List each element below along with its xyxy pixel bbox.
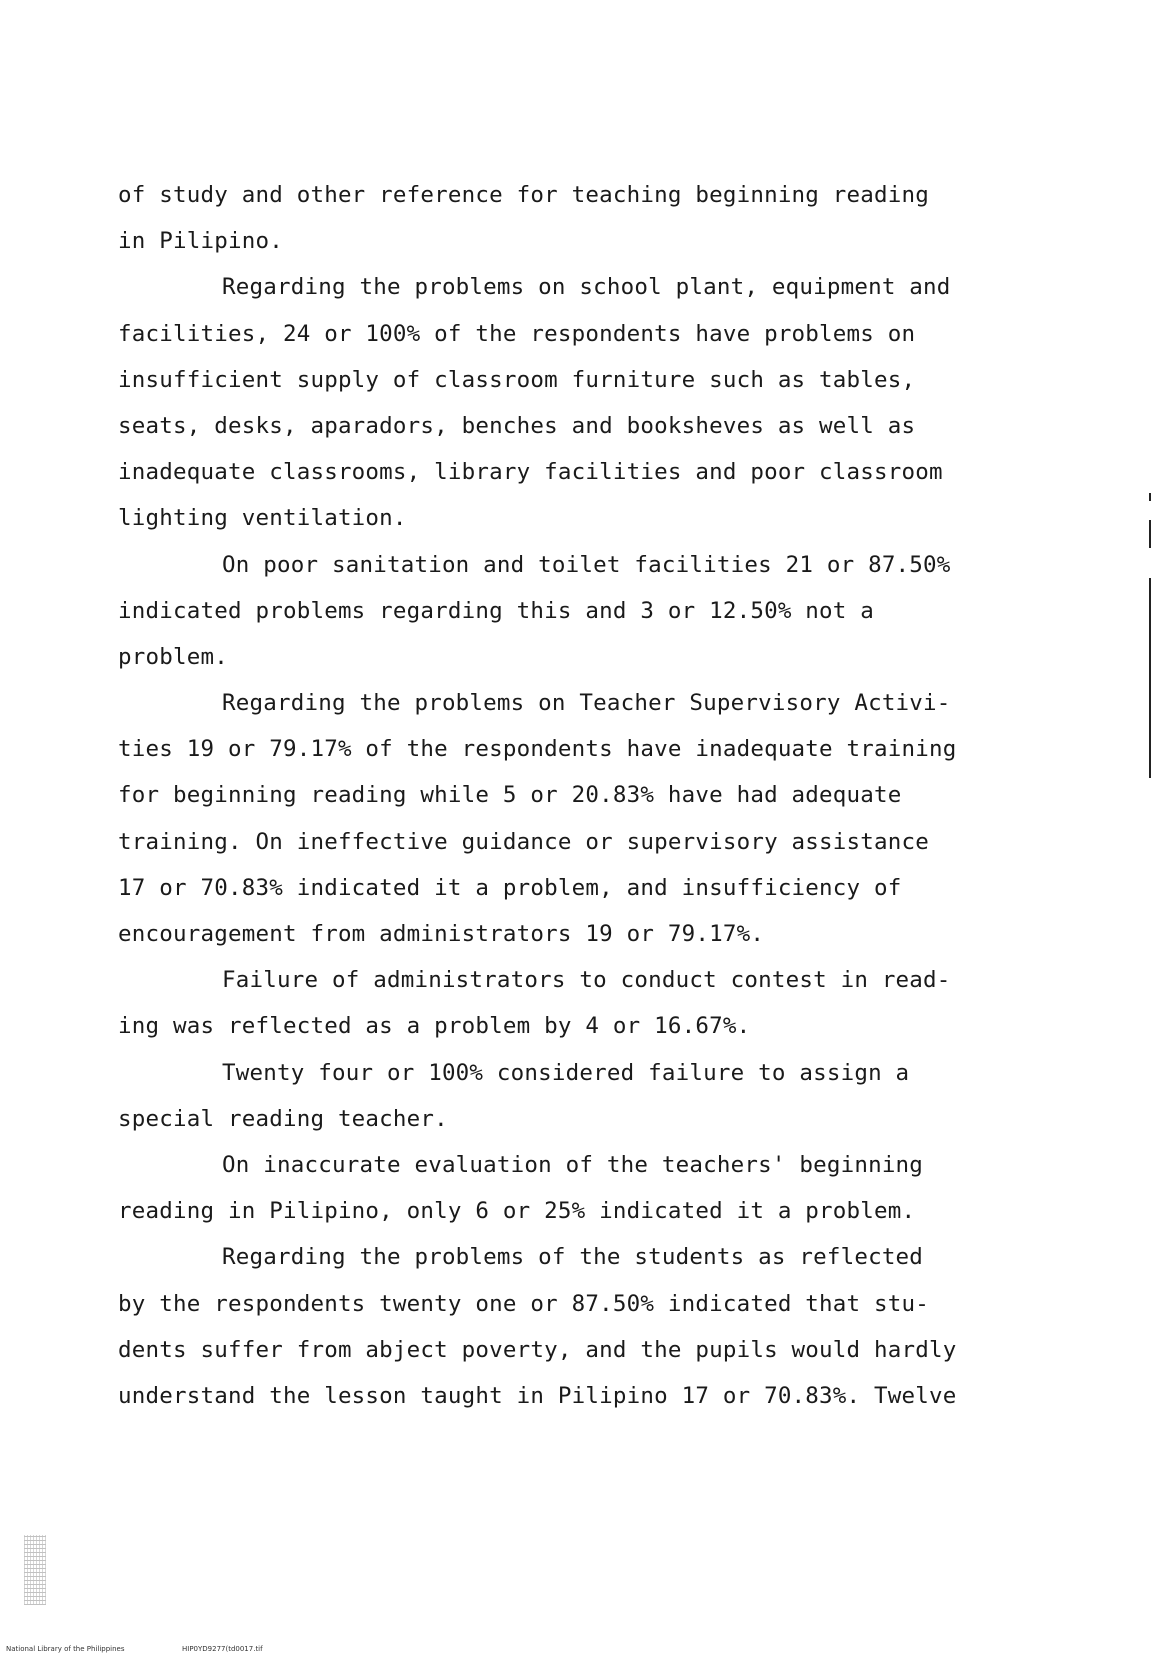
text-line: 17 or 70.83% indicated it a problem, and insufficiency of [118,874,902,901]
paragraph-first-line: Twenty four or 100% considered failure to assign a [222,1059,910,1086]
text-line: of study and other reference for teaching beginning reading [118,182,930,208]
library-credit: National Library of the Philippines [6,1645,125,1653]
text-line: in Pilipino. [118,228,283,255]
text-line: facilities, 24 or 100% of the respondents have problems on [118,320,916,347]
text-line: insufficient supply of classroom furniture such as tables, [118,366,916,393]
text-line: special reading teacher. [118,1105,448,1132]
text-line: seats, desks, aparadors, benches and booksheves as well as [118,412,916,439]
text-line: problem. [118,643,228,670]
text-line: training. On ineffective guidance or supervisory assistance [118,828,930,855]
margin-rule [1149,493,1151,501]
paragraph-first-line: On inaccurate evaluation of the teachers' beginning [222,1151,924,1178]
text-line: lighting ventilation. [118,505,407,532]
text-line: inadequate classrooms, library facilities and poor classroom [118,459,943,486]
text-line: indicated problems regarding this and 3 or 12.50% not a [118,597,875,624]
paragraph-first-line: On poor sanitation and toilet facilities 21 or 87.50% [222,551,951,578]
text-line: ties 19 or 79.17% of the respondents have inadequate training [118,736,957,763]
text-line: for beginning reading while 5 or 20.83% have had adequate [118,782,902,809]
text-line: reading in Pilipino, only 6 or 25% indicated it a problem. [118,1198,916,1225]
file-identifier: HIP0YD9277(td0017.tif [182,1645,263,1653]
text-line: encouragement from administrators 19 or 79.17%. [118,921,765,947]
paragraph-first-line: Regarding the problems on school plant, equipment and [222,274,951,301]
margin-rule [1149,578,1151,778]
text-line: ing was reflected as a problem by 4 or 16.67%. [118,1013,751,1040]
paragraph-first-line: Failure of administrators to conduct contest in read- [222,967,951,994]
paragraph-first-line: Regarding the problems on Teacher Supervisory Activi- [222,690,951,717]
text-line: understand the lesson taught in Pilipino 17 or 70.83%. Twelve [118,1382,957,1409]
paragraph-first-line: Regarding the problems of the students as reflected [222,1244,924,1271]
body-text [118,172,1018,1419]
text-line: by the respondents twenty one or 87.50% indicated that stu- [118,1290,930,1317]
text-line: dents suffer from abject poverty, and the pupils would hardly [118,1336,957,1363]
scan-artifact [24,1535,46,1605]
margin-rule [1149,520,1151,548]
